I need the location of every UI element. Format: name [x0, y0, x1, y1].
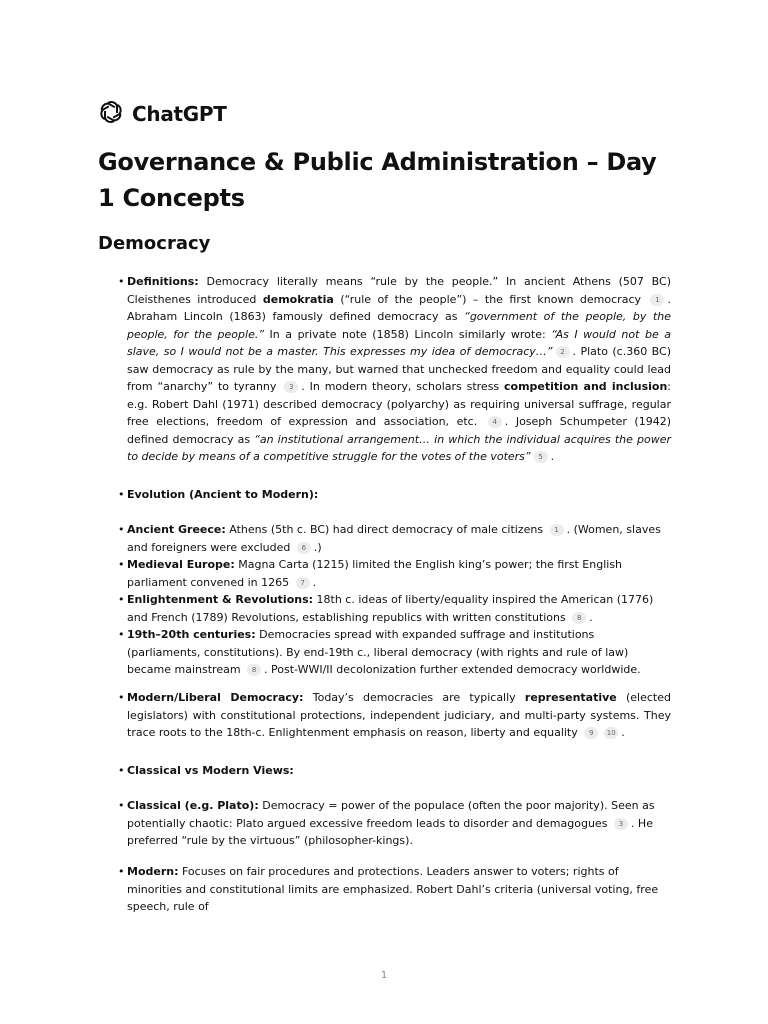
citation-badge[interactable]: 6 [297, 542, 311, 554]
citation-badge[interactable]: 5 [534, 451, 548, 463]
section-heading: Democracy [98, 233, 211, 254]
page-number: 1 [380, 970, 388, 981]
list-item-evolution: • Evolution (Ancient to Modern): [118, 488, 319, 501]
list-item-modern: • Modern: Focuses on fair procedures and protections. Leaders answer to voters; rights of minorities and constitutional limits are emphasized. Robert Dahl’s criteria (universal voting, free speech, rule of [118, 865, 659, 913]
citation-badge[interactable]: 1 [650, 294, 664, 306]
list-item-classical: • Classical (e.g. Plato): Democracy = power of the populace (often the poor majority). Seen as potentially chaotic: Plato argued excessive freedom leads to disorder and demagogues 3 . He preferred “rule by the virtuous” (philosopher-kings). [118, 799, 655, 847]
list-item-definitions: • Definitions: Democracy literally means “rule by the people.” In ancient Athens (507 BC) Cleisthenes introduced demokratia (“rule of the people”) – the first known democracy 1 . Abraham Lincoln (1863) famously defined democracy as “government of the people, by the people, for the people.” In a private note (1858) Lincoln similarly wrote: “As I would not be a slave, so I would not be a master. This expresses my idea of democracy…” 2 . Plato (c.360 BC) saw democracy as rule by the many, but warned that unchecked freedom and equality could lead from “anarchy” to tyranny 3 . In modern theory, scholars stress competition and inclusion: e.g. Robert Dahl (1971) described democracy (polyarchy) as requiring universal suffrage, regular free elections, freedom of expression and association, etc. 4 . Joseph Schumpeter (1942) defined democracy as “an institutional arrangement… in which the individual acquires the power to decide by means of a competitive struggle for the votes of the voters” 5 . [118, 275, 671, 463]
list-item-medieval-europe: • Medieval Europe: Magna Carta (1215) limited the English king’s power; the first English parliament convened in 1265 7 . [118, 558, 623, 589]
list-item-classical-vs-modern: • Classical vs Modern Views: [118, 764, 294, 777]
citation-badge[interactable]: 2 [556, 346, 570, 358]
list-item-ancient-greece: • Ancient Greece: Athens (5th c. BC) had direct democracy of male citizens 1 . (Women, slaves and foreigners were excluded 6 .) [118, 523, 661, 554]
citation-badge[interactable]: 4 [488, 416, 502, 428]
citation-badge[interactable]: 10 [604, 727, 618, 739]
citation-badge[interactable]: 3 [284, 381, 298, 393]
brand-name: ChatGPT [132, 102, 227, 126]
list-item-19th-20th-centuries: • 19th–20th centuries: Democracies spread with expanded suffrage and institutions (parliaments, constitutions). By end-19th c., liberal democracy (with rights and rule of law) became mainstream 8 . Post-WWI/II decolonization further extended democracy worldwide. [118, 628, 641, 676]
citation-badge[interactable]: 1 [550, 524, 564, 536]
citation-badge[interactable]: 8 [247, 664, 261, 676]
citation-badge[interactable]: 7 [296, 577, 310, 589]
citation-badge[interactable]: 8 [572, 612, 586, 624]
openai-logo-icon [98, 99, 124, 129]
list-item-enlightenment: • Enlightenment & Revolutions: 18th c. ideas of liberty/equality inspired the American (1776) and French (1789) Revolutions, establishing republics with written constitutions 8 . [118, 593, 654, 624]
citation-badge[interactable]: 3 [614, 818, 628, 830]
brand-header [98, 99, 227, 129]
citation-badge[interactable]: 9 [584, 727, 598, 739]
page-title: Governance & Public Administration – Day 1 Concepts [98, 148, 657, 212]
list-item-modern-liberal-democracy: • Modern/Liberal Democracy: Today’s democracies are typically representative (elected legislators) with constitutional protections, independent judiciary, and multi-party systems. They trace roots to the 18th-c. Enlightenment emphasis on reason, liberty and equality 9 10 . [118, 691, 671, 739]
